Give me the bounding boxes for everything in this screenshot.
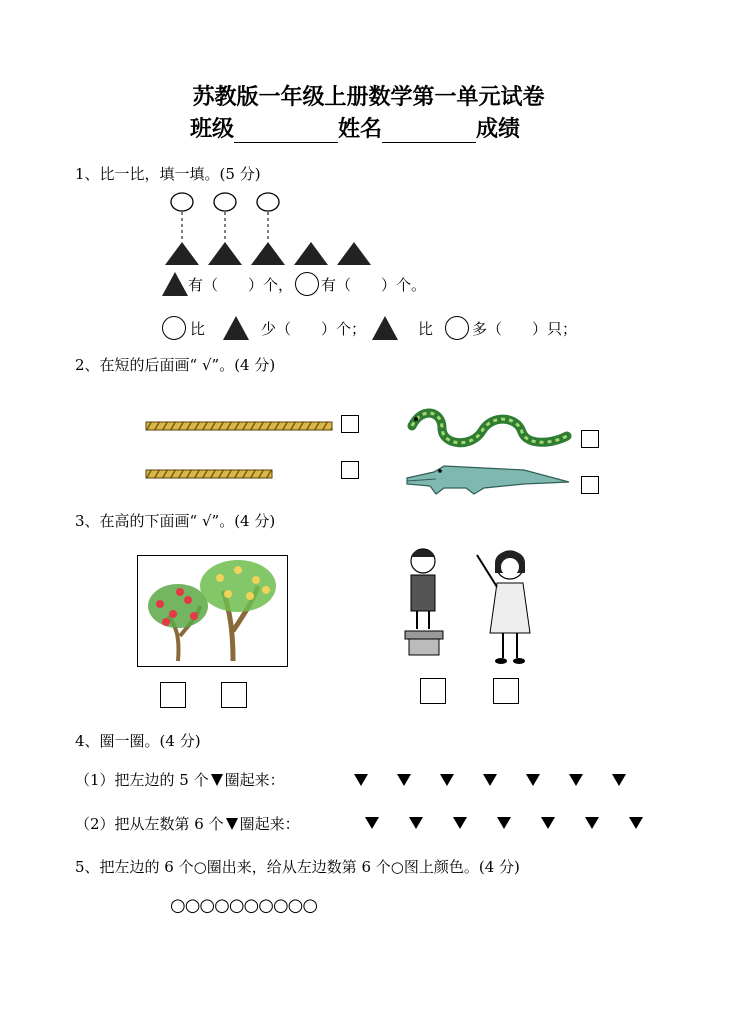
- snake-image: [402, 406, 572, 456]
- circles-triangles-figure: [160, 190, 380, 270]
- q4-item1-tail: 圈起来：: [224, 771, 285, 789]
- q4-item2: [75, 813, 300, 834]
- q1-prompt: 1、比一比，填一填。(5 分): [75, 165, 261, 183]
- q1-line1-a: 有（ ）个，: [188, 275, 294, 294]
- down-triangle-icon: [211, 774, 223, 786]
- short-rope-image: [145, 466, 275, 485]
- snake-checkbox[interactable]: [581, 430, 599, 448]
- student-info-line: [190, 112, 520, 143]
- q5-prompt: 5、把左边的 6 个○圈出来，给从左边数第 6 个○图上颜色。(4 分): [75, 858, 520, 876]
- q4-item2-text: （2）把从左数第 6 个: [75, 815, 224, 833]
- class-label: 班级: [190, 116, 235, 142]
- boy-checkbox[interactable]: [420, 678, 446, 704]
- q4-item1: [75, 769, 285, 790]
- q1-figure: [160, 190, 380, 274]
- circle-icon: [295, 272, 319, 296]
- q4-row2-triangles: [363, 816, 648, 835]
- page-title: 苏教版一年级上册数学第一单元试卷: [192, 84, 545, 110]
- q3-prompt: 3、在高的下面画“ √”。(4 分): [75, 512, 276, 530]
- q4-prompt: 4、圈一圈。(4 分): [75, 732, 201, 750]
- circle-icon: [445, 316, 469, 340]
- long-rope-checkbox[interactable]: [341, 415, 359, 433]
- triangle-row-2: [363, 817, 648, 831]
- q1-line2-c: 比: [418, 319, 434, 338]
- triangle-icon: [372, 316, 398, 340]
- class-blank[interactable]: [234, 142, 338, 143]
- long-rope-image: [145, 418, 335, 437]
- q4-item2-tail: 圈起来：: [239, 815, 300, 833]
- q1-line2-a: 比: [190, 319, 206, 338]
- dashed-links: [182, 212, 268, 240]
- boy-on-stool: [405, 549, 443, 655]
- short-rope-checkbox[interactable]: [341, 461, 359, 479]
- trees-illustration: [138, 556, 287, 666]
- q2-prompt: 2、在短的后面画“ √”。(4 分): [75, 356, 276, 374]
- down-triangle-icon: [226, 818, 238, 830]
- triangle-row: [165, 242, 371, 265]
- q5-circles: ○○○○○○○○○○: [170, 895, 318, 916]
- short-rope: [145, 467, 275, 481]
- girl-checkbox[interactable]: [493, 678, 519, 704]
- girl: [477, 551, 530, 664]
- q4-item1-text: （1）把左边的 5 个: [75, 771, 209, 789]
- children-image: [395, 543, 555, 677]
- q1-line2-b: 少（ ）个；: [261, 319, 367, 338]
- snake: [402, 406, 572, 452]
- circle-icon: [162, 316, 186, 340]
- q1-line2: [162, 316, 577, 340]
- children-illustration: [395, 543, 555, 673]
- q1-line1: [162, 272, 426, 296]
- name-blank[interactable]: [382, 142, 476, 143]
- q4-row1-triangles: [352, 773, 632, 792]
- q1-line2-d: 多（ ）只；: [472, 319, 578, 338]
- circle-row: [171, 193, 279, 211]
- q1-line1-b: 有（ ）个。: [321, 275, 427, 294]
- triangle-row-1: [352, 774, 632, 788]
- name-label: 姓名: [338, 116, 383, 142]
- triangle-icon: [223, 316, 249, 340]
- tall-tree-checkbox[interactable]: [221, 682, 247, 708]
- trees-image-frame: [137, 555, 288, 667]
- crocodile-checkbox[interactable]: [581, 476, 599, 494]
- score-label: 成绩: [476, 116, 521, 142]
- crocodile-image: [404, 460, 574, 500]
- triangle-icon: [162, 272, 188, 296]
- long-rope: [145, 419, 335, 433]
- short-tree-checkbox[interactable]: [160, 682, 186, 708]
- crocodile: [404, 460, 574, 496]
